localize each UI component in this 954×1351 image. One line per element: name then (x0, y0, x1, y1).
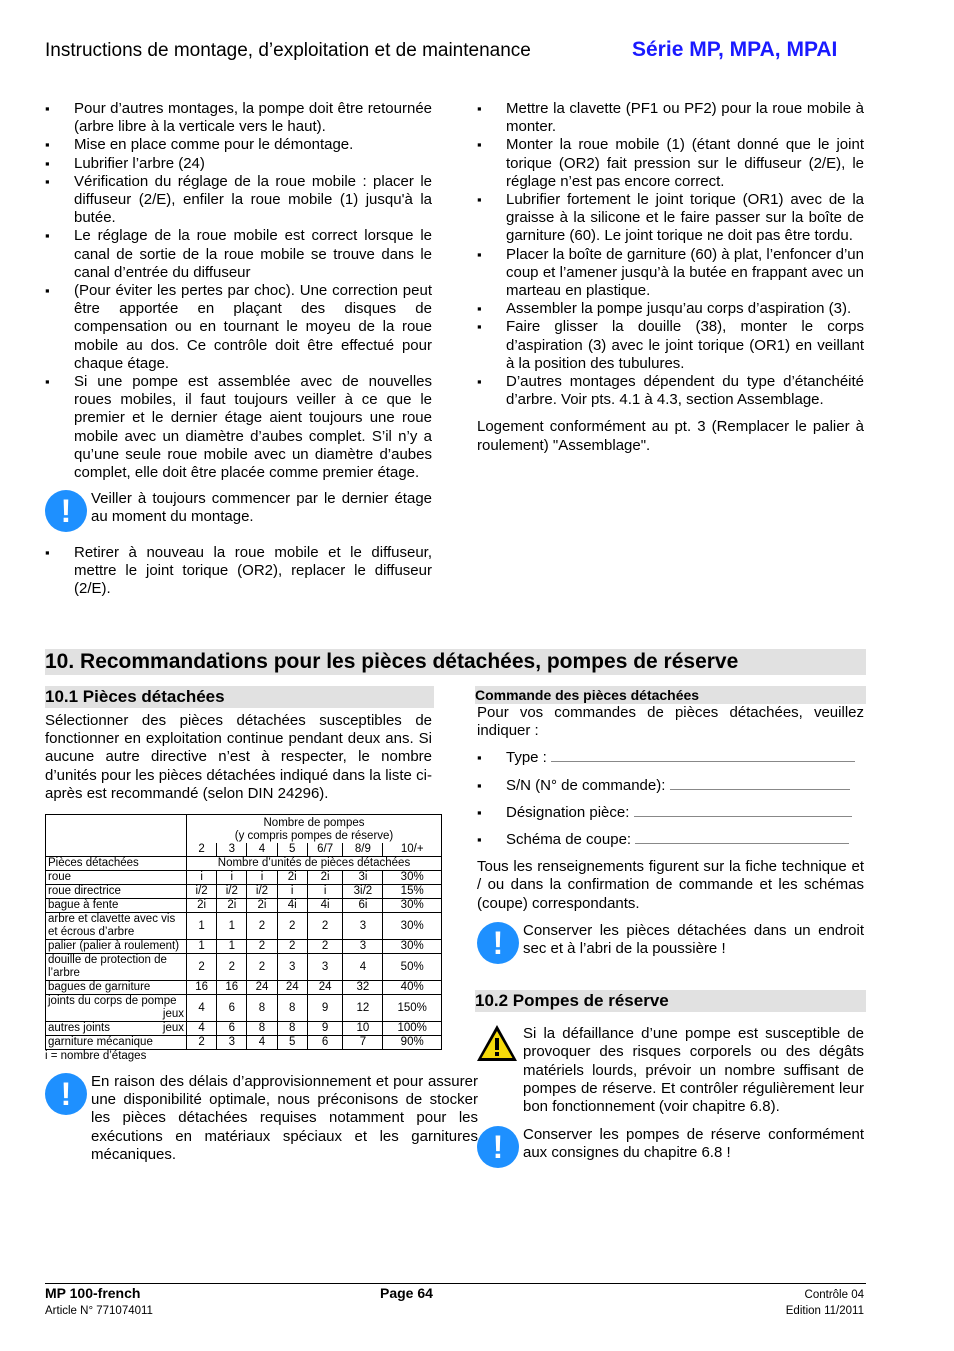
table-row (46, 1036, 442, 1050)
footer-article: Article N° 771074011 (45, 1305, 153, 1317)
warning-text: Si la défaillance d’une pompe est susceptible de provoquer des risques corporels ou des dégâts matériels lourds, prévoir un nombre suffisant de pompes de réserve. Et contrôler régulièrement leur bon fonctionnement (voir chapitre 6.8). (523, 1025, 864, 1116)
table-cell: 3i/2 (343, 885, 383, 899)
order-field-type: ▪ Type : (477, 749, 864, 767)
table-count: 10/+ (383, 843, 442, 857)
table-cell: i/2 (187, 885, 217, 899)
table-body (46, 871, 442, 1050)
table-cell: 100% (383, 1022, 442, 1036)
table-cell: 1 (187, 913, 217, 940)
footer-divider (45, 1283, 866, 1284)
list-item: ▪ Placer la boîte de garniture (60) à plat, l’enfoncer d’un coup et l’amener jusqu’à la butée en frappant avec un marteau en plastique. (477, 246, 864, 301)
table-cell: 32 (343, 981, 383, 995)
table-cell: 30% (383, 940, 442, 954)
table-cell: 2 (277, 940, 307, 954)
table-cell: 5 (277, 1036, 307, 1050)
footer-page: Page 64 (380, 1285, 433, 1301)
right-column-top (477, 100, 864, 455)
table-cell: i/2 (217, 885, 247, 899)
table-row (46, 1022, 442, 1036)
table-part-name: bague à fente (46, 899, 187, 913)
table-units-label: Nombre d’unités de pièces détachées (187, 857, 442, 871)
bearing-paragraph: Logement conformément au pt. 3 (Remplacer le palier à roulement) "Assemblage". (477, 418, 864, 454)
list-item: ▪ Pour d’autres montages, la pompe doit être retournée (arbre libre à la verticale vers le haut). (45, 100, 432, 136)
table-cell: 3i (343, 871, 383, 885)
table-cell: 30% (383, 899, 442, 913)
table-part-suffix: jeux (162, 1008, 184, 1021)
table-cell: 8 (277, 1022, 307, 1036)
list-item: ▪ Mettre la clavette (PF1 ou PF2) pour la roue mobile à monter. (477, 100, 864, 136)
table-cell: 2 (247, 940, 277, 954)
table-part-suffix: jeux (162, 1022, 184, 1035)
table-cell: 40% (383, 981, 442, 995)
section-10-2-heading: 10.2 Pompes de réserve (475, 990, 866, 1012)
table-cell: i (217, 871, 247, 885)
table-cell: 15% (383, 885, 442, 899)
table-row (46, 995, 442, 1022)
list-item: ▪ Monter la roue mobile (1) (étant donné que le joint torique (OR2) fait pression sur le diffuseur (2/E), le réglage n’est pas encore correct. (477, 136, 864, 191)
order-field-serial: ▪ S/N (N° de commande): (477, 777, 864, 795)
table-cell: i (247, 871, 277, 885)
table-cell: i/2 (247, 885, 277, 899)
type-field-line (551, 761, 855, 762)
table-cell: 24 (247, 981, 277, 995)
order-field-designation: ▪ Désignation pièce: (477, 804, 864, 822)
list-item: ▪ Vérification du réglage de la roue mobile : placer le diffuseur (2/E), enfiler la roue mobile (1) jusqu'à la butée. (45, 173, 432, 228)
table-cell: 3 (277, 954, 307, 981)
table-count: 5 (277, 843, 307, 857)
table-cell: 150% (383, 995, 442, 1022)
table-part-name: douille de protection de l’arbre (46, 954, 187, 981)
exclamation-icon: ! (477, 1126, 519, 1168)
section-10-heading: 10. Recommandations pour les pièces détachées, pompes de réserve (45, 649, 866, 675)
table-cell: 12 (343, 995, 383, 1022)
table-cell: 2i (217, 899, 247, 913)
notice-text: Conserver les pompes de réserve conformément aux consignes du chapitre 6.8 ! (523, 1126, 864, 1162)
table-cell: 2 (187, 954, 217, 981)
table-column-label: Pièces détachées (46, 857, 187, 871)
table-cell: 2i (187, 899, 217, 913)
order-intro: Pour vos commandes de pièces détachées, veuillez indiquer : (477, 704, 864, 740)
table-count: 3 (217, 843, 247, 857)
drawing-field-line (635, 843, 849, 844)
notice-box (477, 921, 864, 961)
left-column-top (45, 100, 432, 598)
table-cell: 6i (343, 899, 383, 913)
notice-box (45, 1073, 478, 1164)
notice-text: Conserver les pièces détachées dans un endroit sec et à l’abri de la poussière ! (523, 921, 864, 958)
order-section (475, 686, 866, 1166)
table-cell: 16 (187, 981, 217, 995)
list-item: ▪ Retirer à nouveau la roue mobile et le diffuseur, mettre le joint torique (OR2), replacer le diffuseur (2/E). (45, 544, 432, 599)
exclamation-icon: ! (45, 490, 87, 532)
list-item: ▪ Assembler la pompe jusqu’au corps d’aspiration (3). (477, 300, 864, 318)
table-part-name: joints du corps de pompe jeux (46, 995, 187, 1022)
section-10-1-heading: 10.1 Pièces détachées (45, 686, 434, 708)
assembly-steps-list-2 (45, 544, 432, 599)
table-cell: 1 (187, 940, 217, 954)
header-series: Série MP, MPA, MPAI (632, 38, 838, 61)
table-cell: 50% (383, 954, 442, 981)
table-cell: 2i (277, 871, 307, 885)
table-header-pumps: Nombre de pompes (y compris pompes de réserve) (187, 815, 442, 844)
designation-field-line (634, 816, 852, 817)
order-paragraph: Tous les renseignements figurent sur la fiche technique et / ou dans la confirmation de commande et les schémas (coupe) correspondants. (477, 858, 864, 912)
table-part-name: roue (46, 871, 187, 885)
list-item: ▪ Faire glisser la douille (38), monter le corps d’aspiration (3) avec le joint torique (OR1) en veillant à la position des tubulures. (477, 318, 864, 373)
table-cell: 2 (247, 954, 277, 981)
list-item: ▪ D’autres montages dépendent du type d’étanchéité d’arbre. Voir pts. 4.1 à 4.3, section Assemblage. (477, 373, 864, 409)
table-cell: 9 (307, 995, 343, 1022)
list-item: ▪ (Pour éviter les pertes par choc). Une correction peut être apportée en plaçant des disques de compensation ou en tournant le moyeu de la roue mobile au dos. Ce contrôle doit être effectué pour chaque étage. (45, 282, 432, 373)
table-cell: 3 (307, 954, 343, 981)
table-cell: 8 (247, 995, 277, 1022)
table-row (46, 981, 442, 995)
table-part-name: palier (palier à roulement) (46, 940, 187, 954)
footer-doc-name: MP 100-french (45, 1285, 141, 1301)
table-cell: 6 (307, 1036, 343, 1050)
table-cell: 6 (217, 995, 247, 1022)
table-row (46, 885, 442, 899)
section-10-1-paragraph: Sélectionner des pièces détachées susceptibles de fonctionner en exploitation continue pendant deux ans. Si aucune autre directive n’est à respecter, le nombre d’unités pour les pièces détachées indiqué dans la liste ci-après est recommandé (selon DIN 24296). (45, 712, 432, 802)
table-cell: 3 (217, 1036, 247, 1050)
table-cell: 4i (307, 899, 343, 913)
serial-field-line (670, 789, 850, 790)
table-part-name: arbre et clavette avec vis et écrous d’arbre (46, 913, 187, 940)
notice-box (45, 490, 432, 530)
order-field-drawing: ▪ Schéma de coupe: (477, 831, 864, 849)
table-cell: 24 (277, 981, 307, 995)
table-cell: 1 (217, 913, 247, 940)
table-row (46, 913, 442, 940)
list-item: ▪ Lubrifier fortement le joint torique (OR1) avec de la graisse à la silicone et le faire passer sur la boîte de garniture (60). Le joint torique ne doit pas être tordu. (477, 191, 864, 246)
spare-parts-table (45, 814, 442, 1050)
notice-text: Veiller à toujours commencer par le dernier étage au moment du montage. (91, 490, 432, 526)
table-corner-cell (46, 815, 187, 844)
table-cell: 10 (343, 1022, 383, 1036)
warning-icon (475, 1023, 519, 1063)
table-cell: 4 (187, 995, 217, 1022)
list-item: ▪ Lubrifier l’arbre (24) (45, 155, 432, 173)
table-cell: 2 (187, 1036, 217, 1050)
table-cell: 2 (217, 954, 247, 981)
table-cell: i (307, 885, 343, 899)
table-cell: 2 (307, 913, 343, 940)
table-cell: 2 (247, 913, 277, 940)
assembly-steps-list (477, 100, 864, 409)
table-part-name: bagues de garniture (46, 981, 187, 995)
header-title: Instructions de montage, d’exploitation et de maintenance (45, 40, 531, 61)
list-item: ▪ Si une pompe est assemblée avec de nouvelles roues mobiles, il faut toujours veiller à ce que le premier et le dernier étage aient toujours une roue mobile avec un diamètre d’aubes complet. S’il n’y a qu’une seule roue mobile avec un diamètre d’aubes complet, elle doit être placée comme premier étage. (45, 373, 432, 482)
table-cell: 2 (307, 940, 343, 954)
table-cell: 30% (383, 913, 442, 940)
exclamation-icon: ! (477, 922, 519, 964)
table-cell: i (187, 871, 217, 885)
table-cell: 16 (217, 981, 247, 995)
table-cell: 9 (307, 1022, 343, 1036)
table-cell: 8 (247, 1022, 277, 1036)
notice-box (477, 1126, 864, 1166)
table-cell: 4 (343, 954, 383, 981)
list-item: ▪ Mise en place comme pour le démontage. (45, 136, 432, 154)
table-cell: 3 (343, 913, 383, 940)
table-count: 2 (187, 843, 217, 857)
footer-control: Contrôle 04 (804, 1289, 864, 1301)
table-part-name: garniture mécanique (46, 1036, 187, 1050)
table-cell: 3 (343, 940, 383, 954)
table-row (46, 871, 442, 885)
table-count: 8/9 (343, 843, 383, 857)
table-row (46, 899, 442, 913)
table-cell: 4 (247, 1036, 277, 1050)
table-part-name: autres joints jeux (46, 1022, 187, 1036)
table-cell: 1 (217, 940, 247, 954)
table-row (46, 940, 442, 954)
table-cell: i (277, 885, 307, 899)
table-cell: 30% (383, 871, 442, 885)
table-count: 4 (247, 843, 277, 857)
table-footnote: i = nombre d’étages (45, 1050, 147, 1063)
table-row (46, 954, 442, 981)
order-fields-list (477, 749, 864, 849)
table-cell: 2 (277, 913, 307, 940)
table-cell: 4i (277, 899, 307, 913)
footer-edition: Edition 11/2011 (785, 1305, 864, 1317)
list-item: ▪ Le réglage de la roue mobile est correct lorsque le canal de sortie de la roue mobile se trouve dans le canal d’entrée du diffuseur (45, 227, 432, 282)
table-part-name: roue directrice (46, 885, 187, 899)
table-cell: 90% (383, 1036, 442, 1050)
table-cell: 8 (277, 995, 307, 1022)
table-cell: 6 (217, 1022, 247, 1036)
table-cell: 2i (247, 899, 277, 913)
table-cell: 24 (307, 981, 343, 995)
table-cell: 7 (343, 1036, 383, 1050)
notice-text: En raison des délais d’approvisionnement et pour assurer une disponibilité optimale, nous préconisons de stocker les pièces détachées requises notamment pour les exécutions en matériaux spéciaux et les garnitures mécaniques. (91, 1073, 478, 1163)
assembly-steps-list (45, 100, 432, 482)
table-count: 6/7 (307, 843, 343, 857)
section-10-1 (45, 686, 478, 1164)
order-heading: Commande des pièces détachées (475, 686, 866, 704)
warning-box (477, 1025, 864, 1116)
exclamation-icon: ! (45, 1073, 87, 1115)
table-cell: 4 (187, 1022, 217, 1036)
table-cell: 2i (307, 871, 343, 885)
